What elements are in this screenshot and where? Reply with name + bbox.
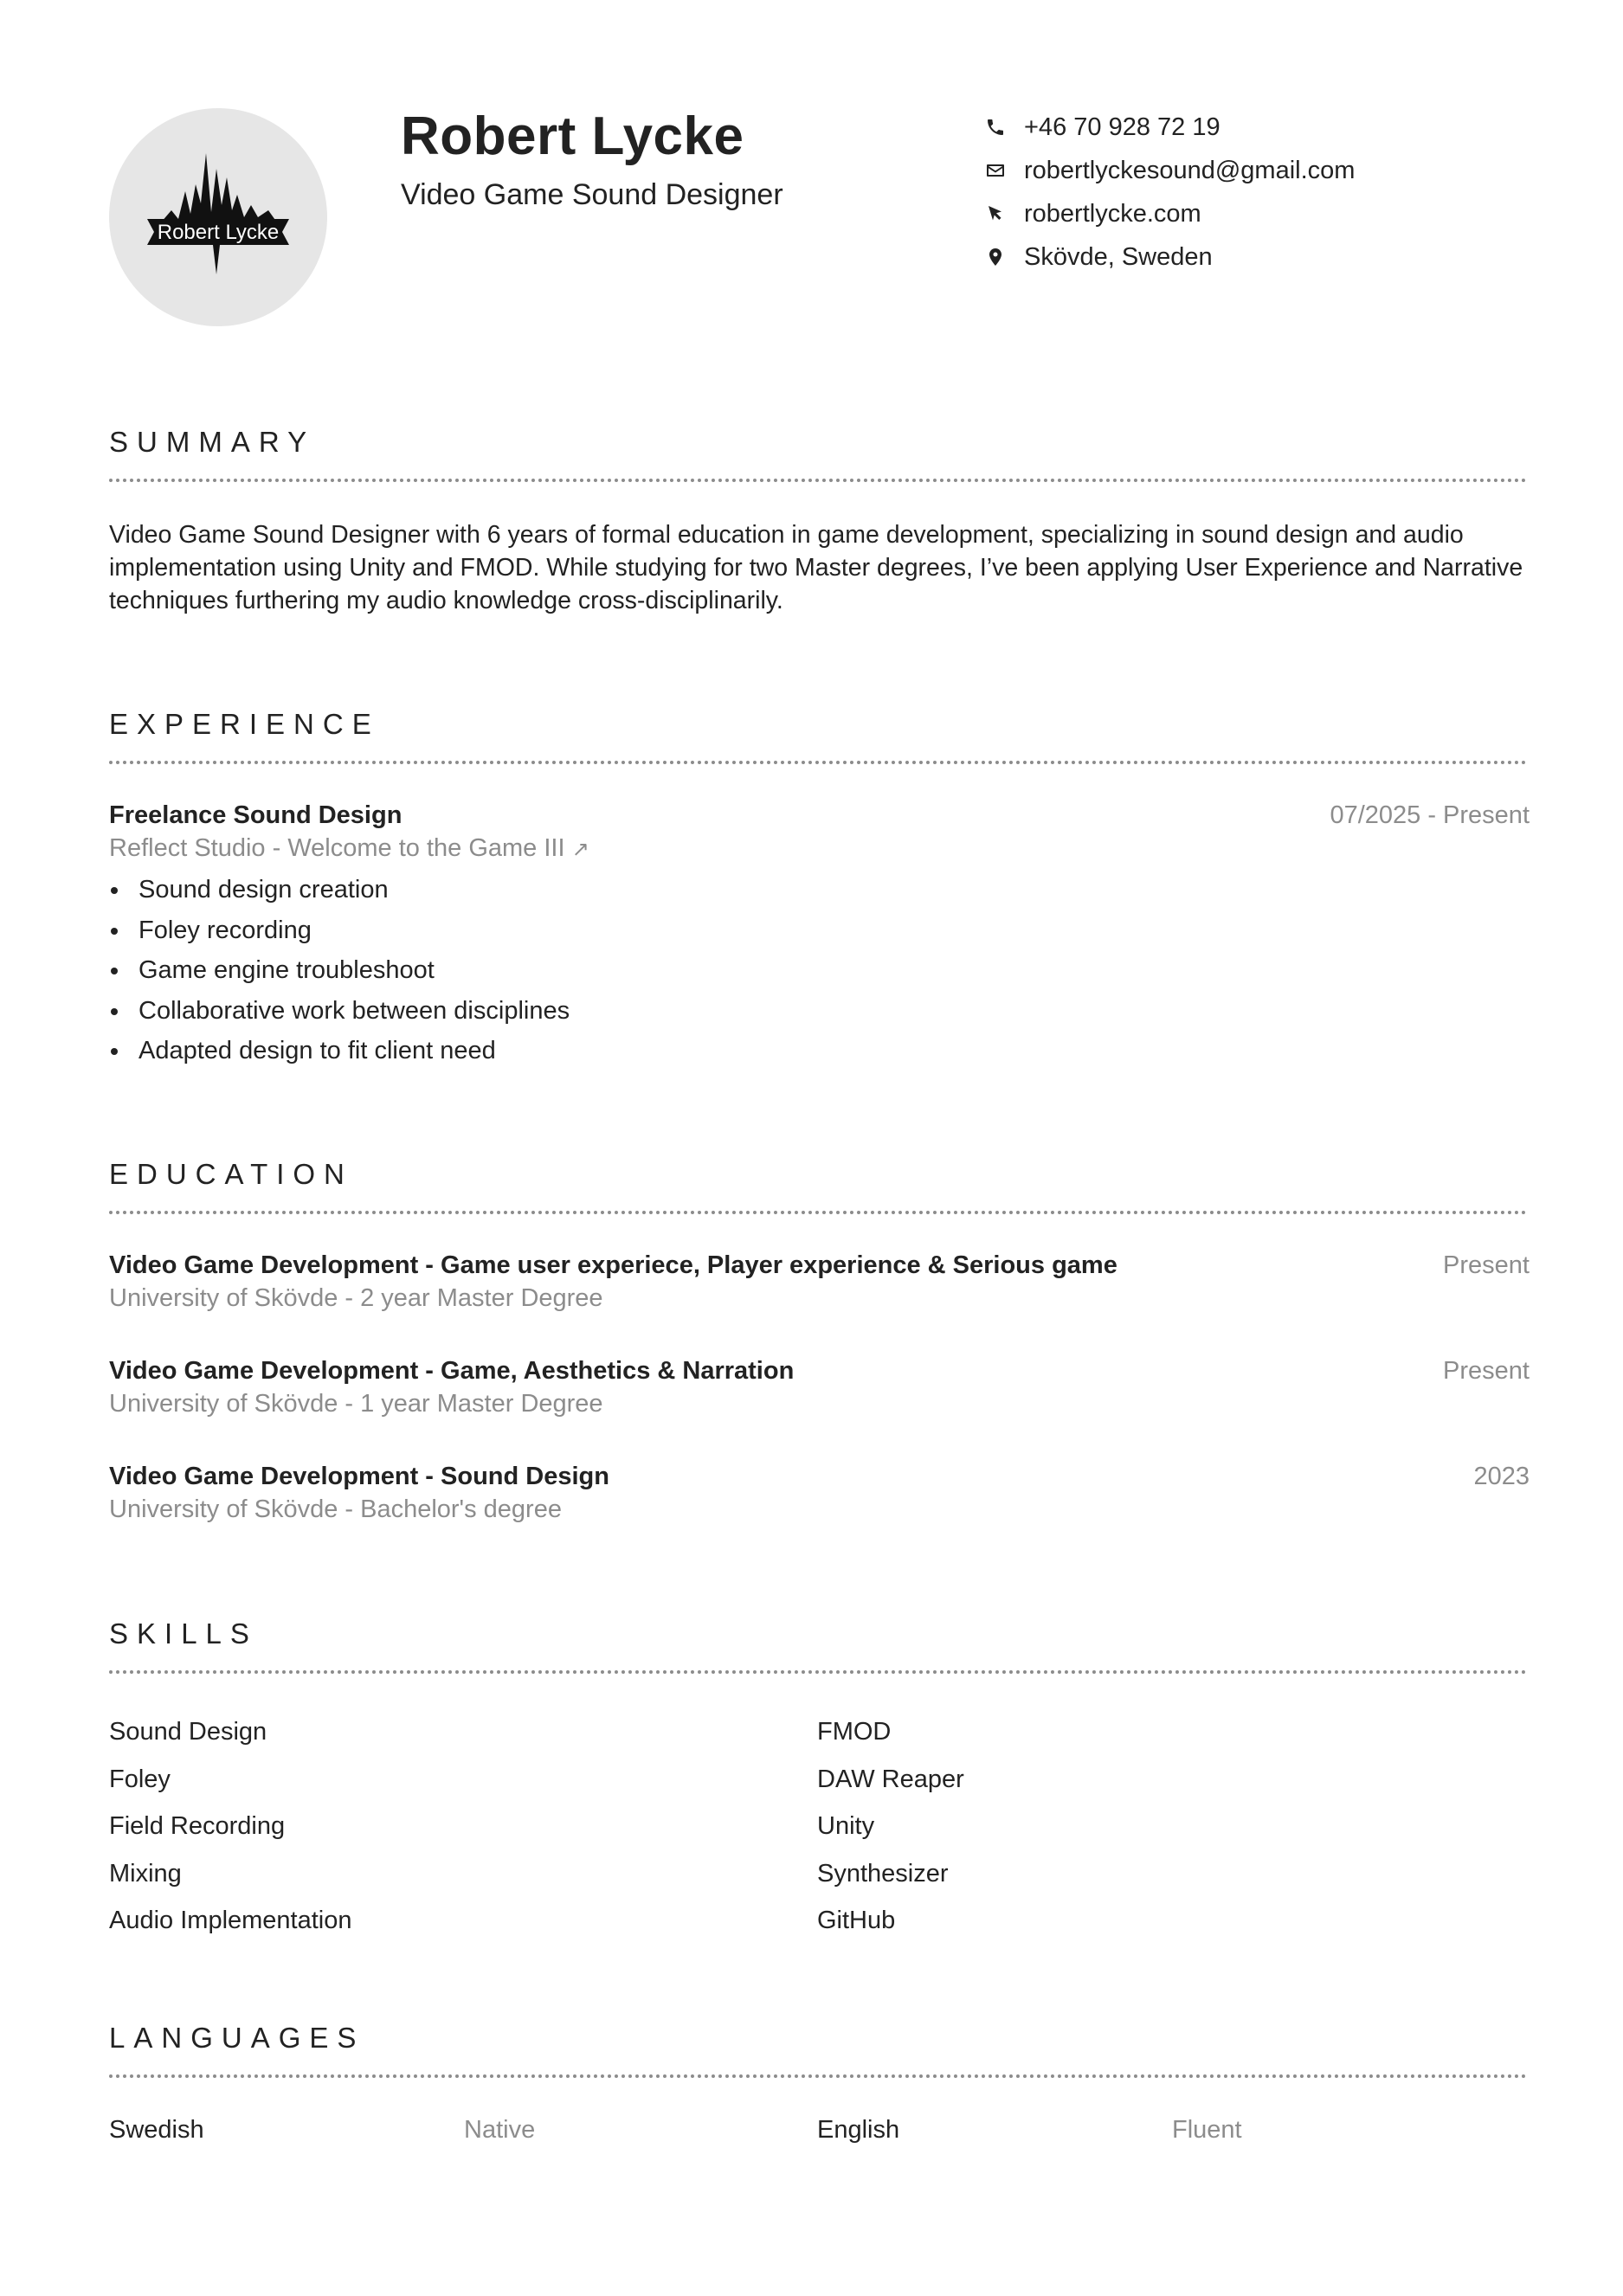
language-level: Native	[464, 2116, 536, 2144]
external-link-icon[interactable]: ↗	[571, 838, 589, 861]
section-divider	[109, 761, 1527, 764]
logo-text: Robert Lycke	[157, 221, 280, 244]
logo-lower-spike	[213, 245, 220, 274]
logo-waveform	[161, 153, 277, 222]
skills-column-right	[817, 1708, 964, 1945]
cursor-icon	[985, 203, 1006, 224]
language-name: English	[817, 2116, 900, 2144]
education-entry	[109, 1249, 1530, 1315]
experience-entry	[109, 799, 1530, 1071]
summary-heading: SUMMARY	[109, 426, 316, 458]
experience-company[interactable]: Reflect Studio - Welcome to the Game III	[109, 834, 565, 862]
education-date: 2023	[1473, 1463, 1530, 1490]
education-date: Present	[1443, 1357, 1530, 1385]
experience-heading: EXPERIENCE	[109, 708, 380, 740]
contact-list	[985, 106, 1355, 279]
skill-item: FMOD	[817, 1718, 892, 1746]
education-date: Present	[1443, 1251, 1530, 1279]
experience-subtitle	[109, 832, 1527, 866]
education-subtitle: University of Skövde - 1 year Master Degree	[109, 1390, 603, 1418]
contact-website	[985, 192, 1355, 235]
summary-text: Video Game Sound Designer with 6 years of formal education in game development, specializing in sound design and audio implementation using Unity and FMOD. While studying for two Master degrees, I’ve been applying User Experience and Narrative techniques furthering my audio knowledge cross-disciplinarily.	[109, 521, 1523, 614]
education-section	[109, 1157, 1530, 1526]
education-subtitle: University of Skövde - 2 year Master Degree	[109, 1284, 603, 1312]
list-item: Collaborative work between disciplines	[109, 991, 1527, 1032]
education-heading: EDUCATION	[109, 1158, 353, 1190]
summary-section	[109, 425, 1527, 617]
contact-location	[985, 235, 1355, 279]
contact-email-text[interactable]: robertlyckesound@gmail.com	[1024, 156, 1356, 184]
skill-item: Field Recording	[109, 1812, 286, 1840]
phone-icon	[985, 117, 1006, 138]
skill-item: Sound Design	[109, 1718, 267, 1746]
list-item: Foley recording	[109, 910, 1527, 951]
avatar	[109, 108, 327, 326]
section-divider	[109, 1670, 1527, 1674]
list-item: Game engine troubleshoot	[109, 950, 1527, 991]
contact-phone	[985, 106, 1355, 149]
education-entry	[109, 1460, 1530, 1526]
languages-heading: LANGUAGES	[109, 2022, 365, 2054]
contact-location-text: Skövde, Sweden	[1024, 242, 1213, 271]
skills-section	[109, 1617, 1527, 1951]
logo-image	[109, 108, 327, 326]
languages-section	[109, 2021, 1527, 2147]
skills-column-left	[109, 1708, 352, 1945]
section-divider	[109, 2074, 1527, 2078]
skill-item: Synthesizer	[817, 1859, 949, 1888]
education-subtitle: University of Skövde - Bachelor's degree	[109, 1495, 562, 1523]
list-item: Adapted design to fit client need	[109, 1031, 1527, 1071]
experience-date: 07/2025 - Present	[1330, 801, 1530, 829]
contact-phone-text[interactable]: +46 70 928 72 19	[1024, 113, 1220, 141]
skill-item: GitHub	[817, 1907, 896, 1934]
section-divider	[109, 1211, 1527, 1214]
skill-item: Mixing	[109, 1859, 182, 1888]
mail-icon	[985, 160, 1006, 181]
education-entry	[109, 1354, 1530, 1420]
education-title: Video Game Development - Game user experiece, Player experience & Serious game	[109, 1251, 1117, 1279]
location-pin-icon	[985, 247, 1006, 267]
education-title: Video Game Development - Game, Aesthetics & Narration	[109, 1357, 795, 1385]
skill-item: Foley	[109, 1765, 171, 1793]
experience-title: Freelance Sound Design	[109, 801, 403, 829]
skills-grid	[109, 1708, 1527, 1951]
language-level: Fluent	[1172, 2116, 1242, 2144]
person-role: Video Game Sound Designer	[401, 178, 783, 211]
list-item: Sound design creation	[109, 870, 1527, 910]
education-title: Video Game Development - Sound Design	[109, 1463, 609, 1490]
contact-email	[985, 149, 1355, 192]
language-name: Swedish	[109, 2116, 204, 2144]
contact-website-text[interactable]: robertlycke.com	[1024, 199, 1201, 228]
skill-item: Audio Implementation	[109, 1907, 352, 1934]
languages-row	[109, 2113, 1527, 2147]
experience-bullets	[109, 870, 1527, 1071]
experience-section	[109, 707, 1530, 1071]
skills-heading: SKILLS	[109, 1617, 258, 1650]
skill-item: DAW Reaper	[817, 1765, 964, 1793]
skill-item: Unity	[817, 1812, 875, 1840]
section-divider	[109, 479, 1527, 482]
person-name: Robert Lycke	[401, 106, 744, 166]
